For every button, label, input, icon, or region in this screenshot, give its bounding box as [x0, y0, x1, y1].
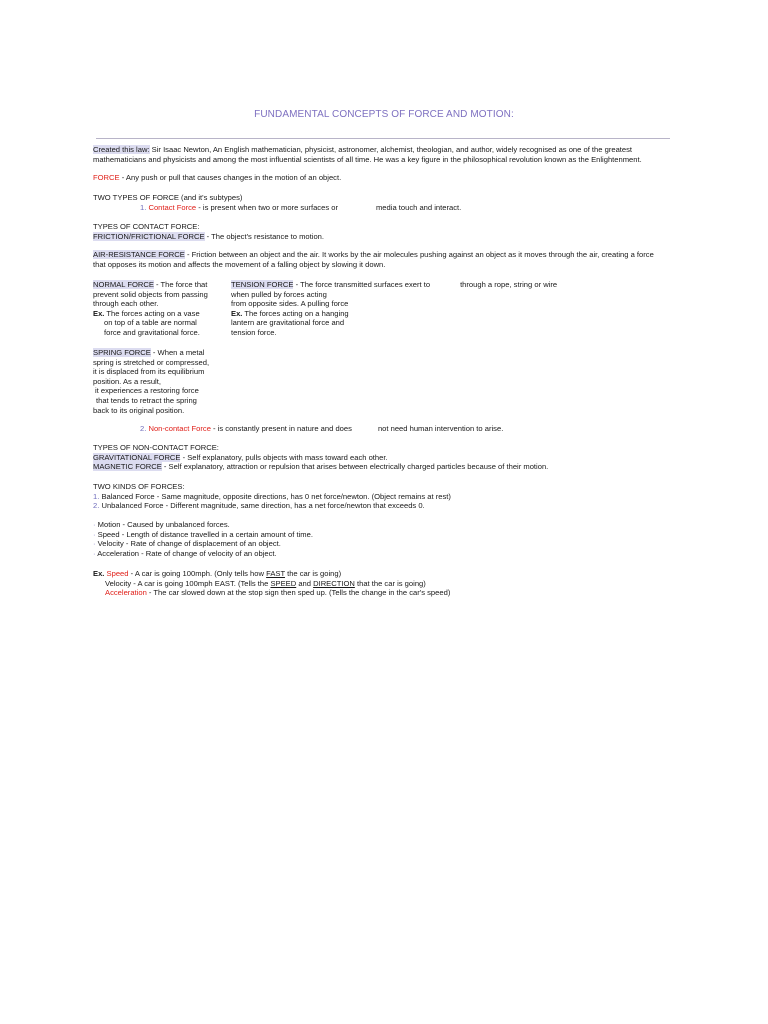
normal-line-3: through each other.: [93, 299, 159, 309]
velocity-text: Velocity - A car is going 100mph EAST. (Tells the: [105, 578, 271, 588]
unbalanced-text: Unbalanced Force - Different magnitude, same direction, has a net force/newton that exceeds 0.: [99, 501, 425, 511]
mag-term: MAGNETIC FORCE: [93, 462, 162, 472]
normal-line-2: prevent solid objects from passing: [93, 289, 208, 299]
spring-force-block: [93, 348, 228, 415]
page-title: FUNDAMENTAL CONCEPTS OF FORCE AND MOTION:: [254, 109, 514, 120]
grav-def: - Self explanatory, pulls objects with mass toward each other.: [180, 452, 388, 462]
tension-line-2: when pulled by forces acting: [231, 289, 327, 299]
spring-line-1: - When a metal: [150, 348, 205, 357]
two-types-section: [93, 193, 673, 212]
balanced-text: Balanced Force - Same magnitude, opposite directions, has 0 net force/newton. (Object remains at rest): [99, 491, 451, 501]
tension-line-6: tension force.: [231, 327, 277, 337]
mag-def: - Self explanatory, attraction or repulsion that arises between electrically charged particles because of their motion.: [161, 462, 549, 472]
normal-line-4: The forces acting on a vase: [104, 308, 200, 318]
force-def: - Any push or pull that causes changes in the motion of an object.: [119, 173, 342, 182]
force-definition: [93, 173, 673, 183]
examples-section: Ex. Speed - A car is going 100mph. (Only tells how FAST the car is going) Velocity - A car is going 100mph EAST. (Tells the SPEED and DIRECTION that the car is going) Acceleration - The car slowed down at the stop sign then sped up. (Tells the change in the car's speed): [93, 569, 451, 598]
air-line-1: - Friction between an object and the air. It works by the air molecules pushing against an object as it moves through the air, creating a force: [184, 250, 654, 259]
normal-line-6: force and gravitational force.: [104, 327, 200, 337]
tension-line-5: lantern are gravitational force and: [231, 318, 345, 328]
tension-line-1b: through a rope, string or wire: [460, 280, 558, 289]
spring-line-4: position. As a result,: [93, 376, 161, 386]
bullet-icon: ·: [93, 539, 96, 549]
normal-line-1: - The force that: [153, 280, 208, 289]
unbalanced-number: 2.: [93, 501, 100, 511]
title-divider: [96, 138, 670, 139]
noncontact-term: Non-contact Force: [148, 424, 211, 433]
fast-word: FAST: [266, 569, 285, 578]
speed-term: Speed: [106, 569, 129, 578]
tension-ex: Ex.: [231, 308, 243, 318]
spring-line-7: back to its original position.: [93, 405, 185, 415]
contact-def-2: media touch and interact.: [375, 202, 462, 212]
intro-paragraph: [93, 145, 673, 164]
bullet-icon: ·: [93, 529, 96, 539]
friction-def: - The object's resistance to motion.: [204, 231, 325, 241]
spring-line-2: spring is stretched or compressed,: [93, 357, 210, 367]
normal-term: NORMAL FORCE: [93, 280, 154, 289]
bullet-icon: ·: [93, 520, 96, 529]
friction-term: FRICTION/FRICTIONAL FORCE: [93, 231, 205, 241]
acceleration-term: Acceleration: [105, 588, 147, 598]
contact-term: Contact Force: [148, 202, 197, 212]
tension-force-block: [231, 280, 561, 338]
intro-line-2: mathematicians and physicists and among the most influential scientists of all time. He was a key figure in the philosophical revolution known as the Enlightenment.: [93, 154, 642, 164]
list-item: · Motion - Caused by unbalanced forces.: [93, 520, 230, 529]
list-item: · Acceleration - Rate of change of velocity of an object.: [93, 548, 277, 558]
motion-list: [93, 520, 673, 558]
balanced-number: 1.: [93, 491, 100, 501]
contact-types-heading: TYPES OF CONTACT FORCE:: [93, 222, 200, 231]
tension-line-1a: - The force transmitted surfaces exert to: [293, 280, 431, 289]
noncontact-number: 2.: [140, 424, 147, 433]
contact-types-section: [93, 222, 673, 241]
noncontact-definition: [93, 424, 720, 434]
speed-word: SPEED: [270, 578, 297, 588]
force-term: FORCE: [93, 173, 120, 182]
list-item: · Speed - Length of distance travelled in a certain amount of time.: [93, 529, 313, 539]
tension-term: TENSION FORCE: [231, 280, 294, 289]
noncontact-types-section: [93, 443, 673, 472]
air-resistance-section: [93, 250, 673, 269]
direction-word: DIRECTION: [313, 578, 355, 588]
normal-force-block: [93, 280, 228, 338]
bullet-icon: ·: [93, 548, 96, 558]
contact-number: 1.: [140, 202, 147, 212]
tension-line-4: The forces acting on a hanging: [242, 308, 349, 318]
list-item: · Velocity - Rate of change of displacement of an object.: [93, 539, 281, 549]
kinds-section: [93, 482, 673, 511]
air-term: AIR-RESISTANCE FORCE: [93, 250, 185, 259]
noncontact-def: - is constantly present in nature and does: [210, 424, 352, 433]
kinds-heading: TWO KINDS OF FORCES:: [93, 482, 185, 491]
contact-def: - is present when two or more surfaces or: [196, 202, 338, 212]
spring-line-5: it experiences a restoring force: [95, 386, 199, 396]
noncontact-types-heading: TYPES OF NON-CONTACT FORCE:: [93, 443, 219, 452]
noncontact-def-2: not need human intervention to arise.: [377, 424, 504, 433]
examples-ex: Ex.: [93, 569, 105, 578]
spring-line-6: that tends to retract the spring: [96, 395, 197, 405]
spring-line-3: it is displaced from its equilibrium: [93, 367, 205, 377]
normal-ex: Ex.: [93, 308, 105, 318]
intro-label: Created this law:: [93, 145, 150, 154]
normal-line-5: on top of a table are normal: [104, 318, 197, 328]
intro-line-1: Sir Isaac Newton, An English mathematician, physicist, astronomer, alchemist, theologian, and author, widely recognised as one of the greatest: [149, 145, 633, 154]
air-line-2: that opposes its motion and affects the movement of a falling object by slowing it down.: [93, 259, 386, 269]
spring-term: SPRING FORCE: [93, 348, 151, 357]
tension-line-3: from opposite sides. A pulling force: [231, 299, 349, 309]
acceleration-def: - The car slowed down at the stop sign then sped up. (Tells the change in the car's speed): [146, 588, 451, 598]
two-types-heading: TWO TYPES OF FORCE (and it's subtypes): [93, 193, 243, 202]
grav-term: GRAVITATIONAL FORCE: [93, 452, 181, 462]
